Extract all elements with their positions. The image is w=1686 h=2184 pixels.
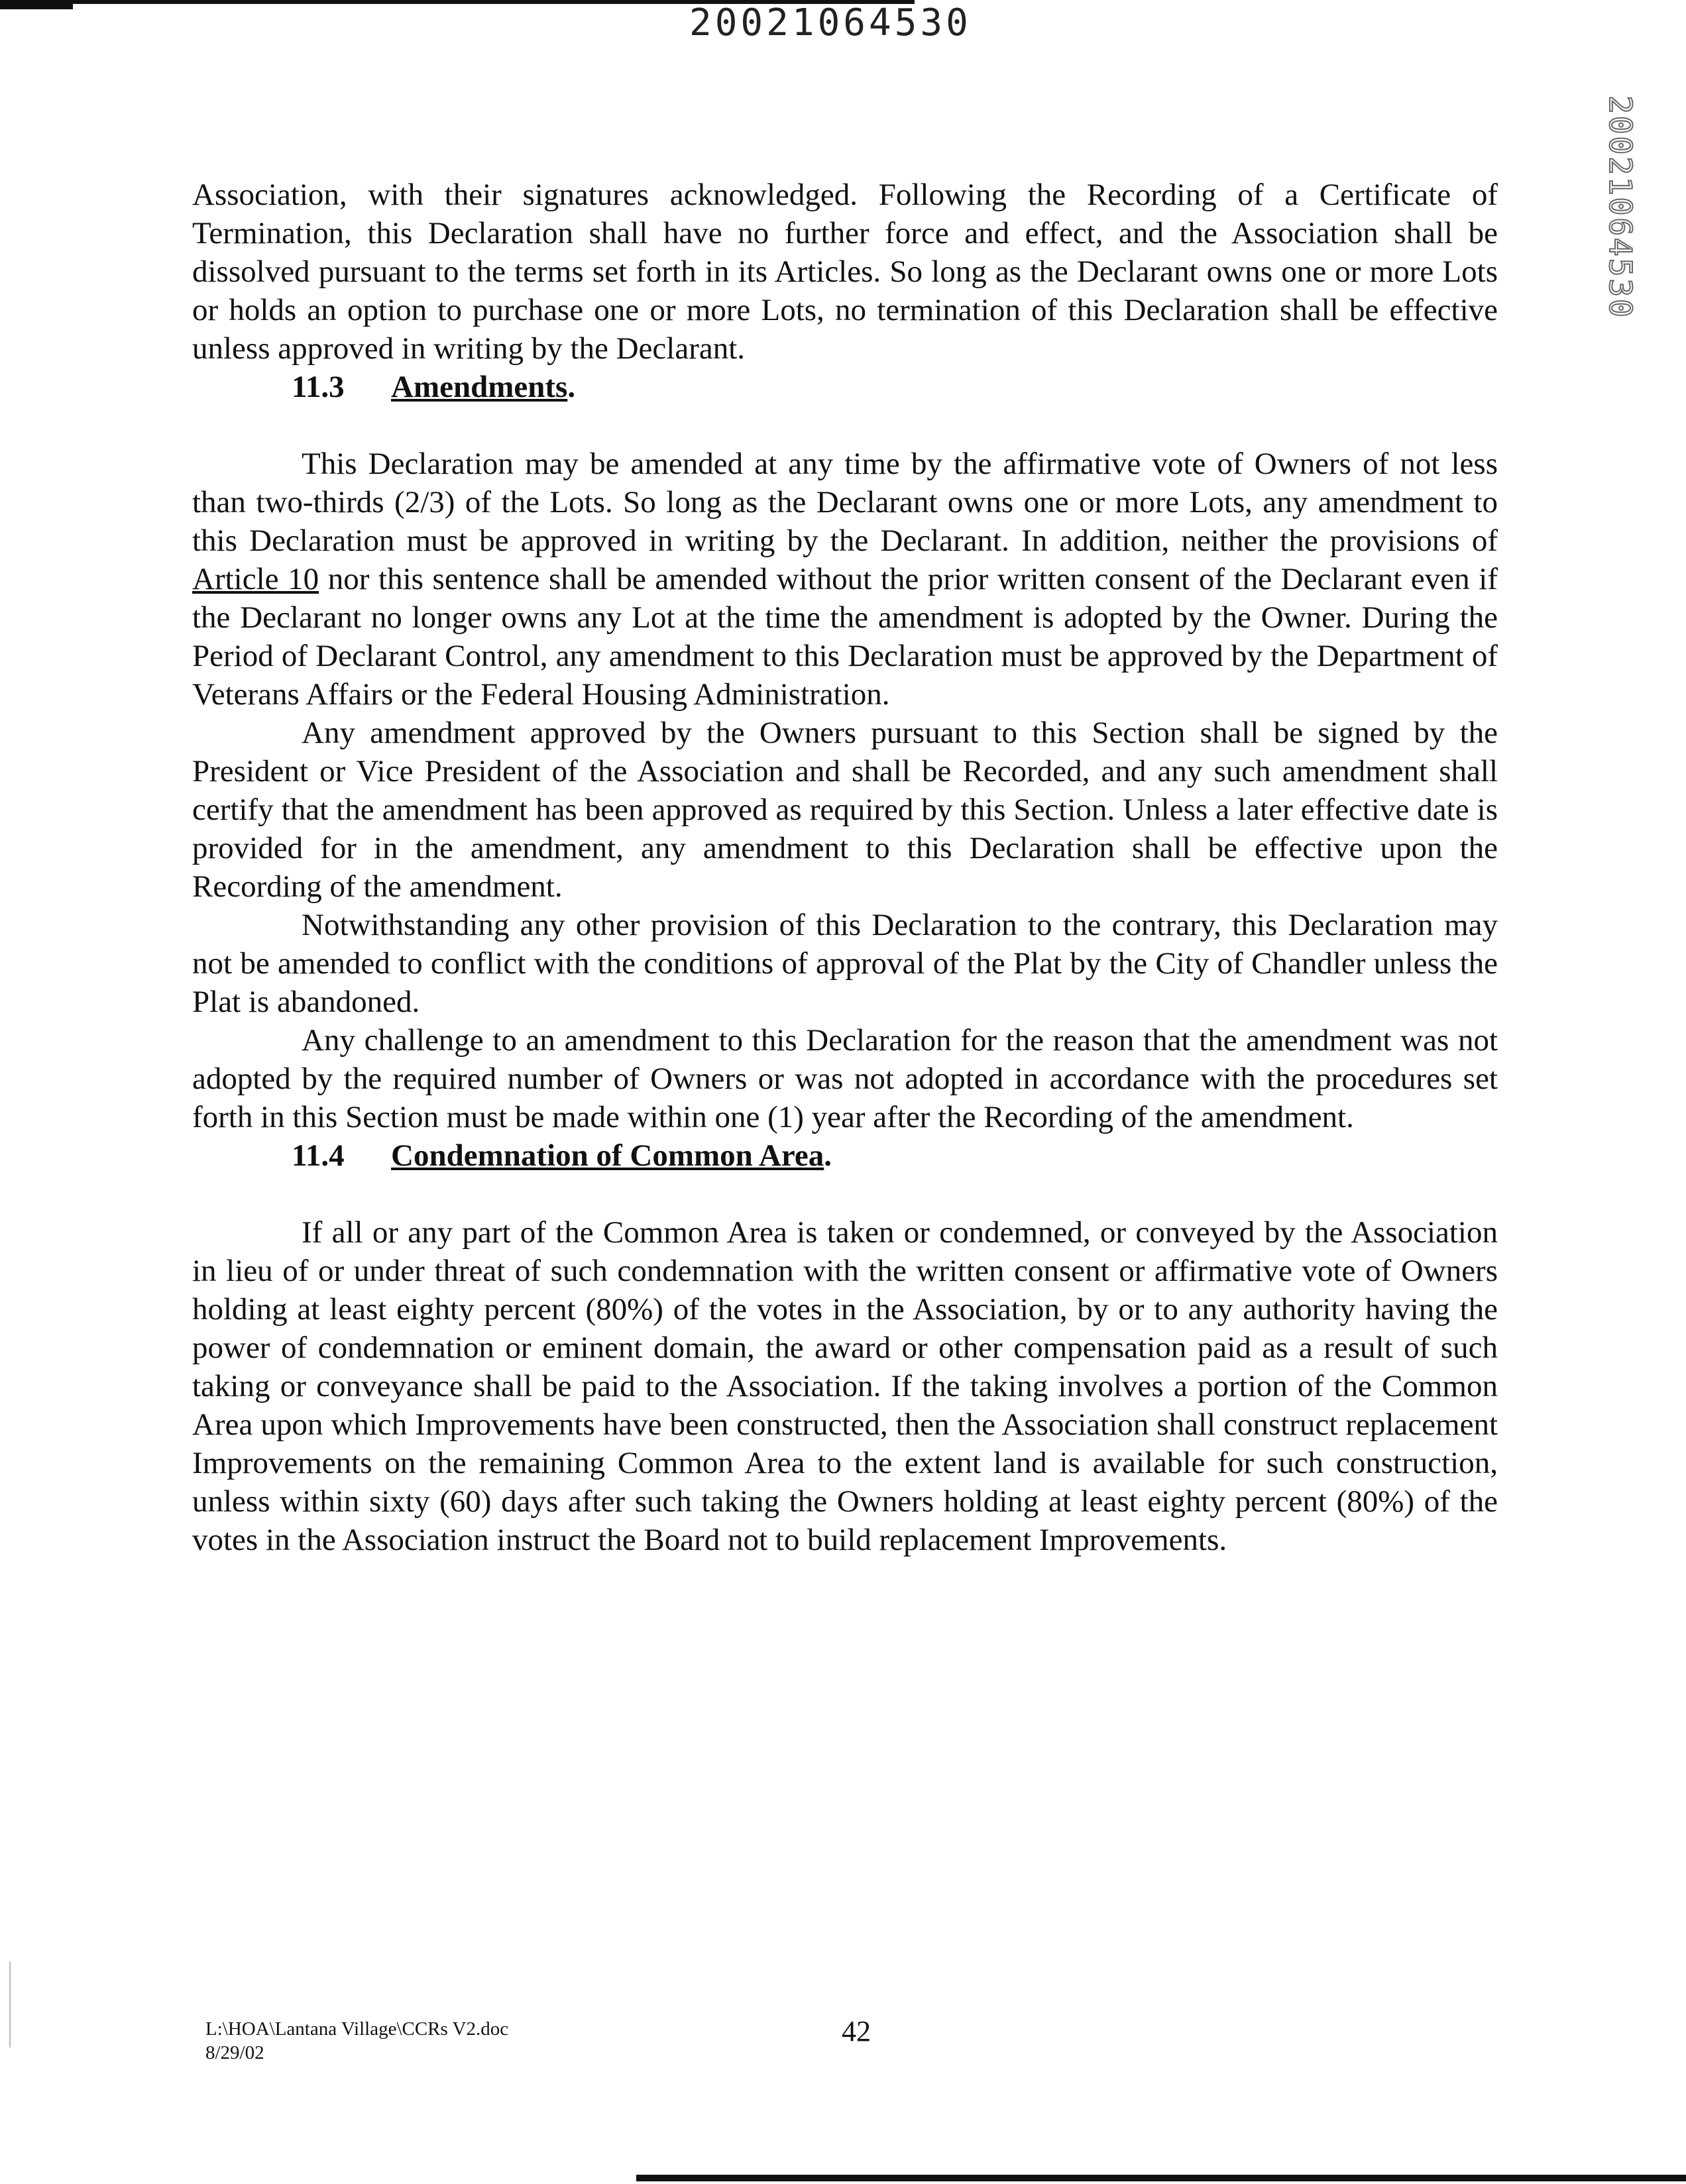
- footer-date: 8/29/02: [205, 2042, 264, 2063]
- amendments-paragraph-4: Any challenge to an amendment to this Declaration for the reason that the amendment was not adopted by the required number of Owners or was not adopted in accordance with the procedures set forth in this Section must be made within one (1) year after the Recording of the amendment.: [192, 1023, 1498, 1134]
- scan-bottom-line: [636, 2175, 1686, 2181]
- section-title: Amendments: [391, 370, 568, 404]
- footer-file-info: [205, 2017, 508, 2065]
- document-body: [192, 176, 1498, 1559]
- section-title: Condemnation of Common Area: [391, 1138, 824, 1173]
- section-number: 11.4: [292, 1138, 345, 1173]
- amendments-paragraph-3: Notwithstanding any other provision of this Declaration to the contrary, this Declaration may not be amended to conflict with the conditions of approval of the Plat by the City of Chandler unless the Plat is abandoned.: [192, 908, 1498, 1019]
- paragraph-text: This Declaration may be amended at any time by the affirmative vote of Owners of not less than two-thirds (2/3) of the Lots. So long as the Declarant owns one or more Lots, any amendment to this Declaration must be approved in writing by the Declarant. In addition, neither the provisions of: [192, 447, 1498, 558]
- recording-number: 20021064530: [689, 1, 972, 44]
- paragraph-text: nor this sentence shall be amended without the prior written consent of the Declarant even if the Declarant no longer owns any Lot at the time the amendment is adopted by the Owner. During the Period of Declarant Control, any amendment to this Declaration must be approved by the Department of Veterans Affairs or the Federal Housing Administration.: [192, 562, 1498, 712]
- section-number: 11.3: [292, 370, 345, 404]
- side-stamp-text: 20021064530: [1602, 95, 1639, 319]
- condemnation-paragraph: If all or any part of the Common Area is taken or condemned, or conveyed by the Association in lieu of or under threat of such condemnation with the written consent or affirmative vote of Owners holding at least eighty percent (80%) of the votes in the Association, by or to any authority having the power of condemnation or eminent domain, the award or other compensation paid as a result of such taking or conveyance shall be paid to the Association. If the taking involves a portion of the Common Area upon which Improvements have been constructed, then the Association shall construct replacement Improvements on the remaining Common Area to the extent land is available for such construction, unless within sixty (60) days after such taking the Owners holding at least eighty percent (80%) of the votes in the Association instruct the Board not to build replacement Improvements.: [192, 1215, 1498, 1557]
- page-number: 42: [842, 2015, 871, 2048]
- amendments-paragraph-2: Any amendment approved by the Owners pursuant to this Section shall be signed by the President or Vice President of the Association and shall be Recorded, and any such amendment shall certify that the amendment has been approved as required by this Section. Unless a later effective date is provided for in the amendment, any amendment to this Declaration shall be effective upon the Recording of the amendment.: [192, 716, 1498, 904]
- scan-margin-mark: [9, 1961, 11, 2048]
- amendments-paragraph-1: [192, 445, 1498, 714]
- section-11-4-heading: 11.4 Condemnation of Common Area.: [192, 1136, 1498, 1175]
- article-10-reference: Article 10: [192, 562, 319, 596]
- side-recording-stamp: [1601, 93, 1640, 321]
- termination-paragraph: Association, with their signatures acknowledged. Following the Recording of a Certificate of Termination, this Declaration shall have no further force and effect, and the Association shall be dissolved pursuant to the terms set forth in its Articles. So long as the Declarant owns one or more Lots or holds an option to purchase one or more Lots, no termination of this Declaration shall be effective unless approved in writing by the Declarant.: [192, 178, 1498, 366]
- section-11-3-heading: 11.3 Amendments.: [192, 368, 1498, 406]
- footer-file-path: L:\HOA\Lantana Village\CCRs V2.doc: [205, 2018, 509, 2040]
